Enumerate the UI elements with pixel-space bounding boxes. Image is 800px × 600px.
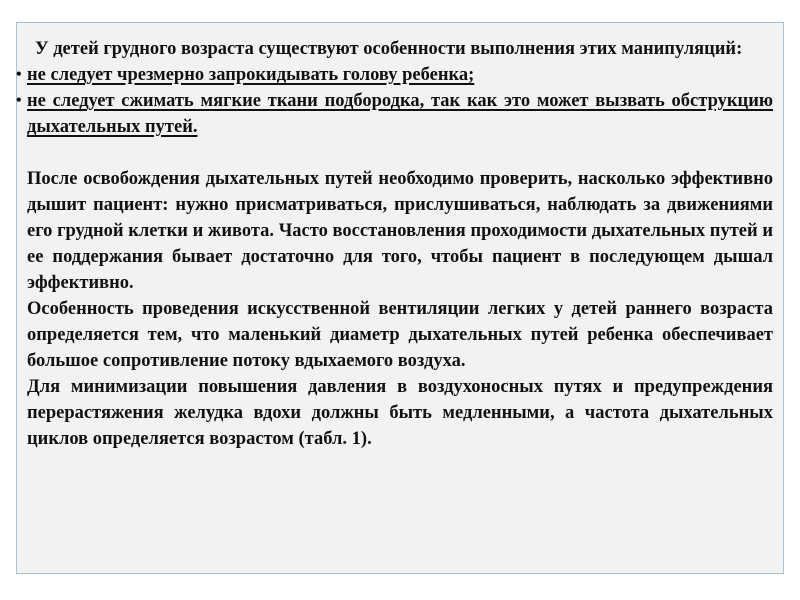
paragraph-gap bbox=[27, 140, 773, 166]
paragraph-pressure: Для минимизации повышения давления в воздухоносных путях и предупреждения перерастяжения желудка вдохи должны быть медленными, а частота дыхательных циклов определяется возрастом (табл. 1). bbox=[27, 377, 773, 449]
text-block bbox=[27, 36, 773, 452]
bullet-item-chin: • не следует сжимать мягкие ткани подбородка, так как это может вызвать обструкцию дыхательных путей. bbox=[27, 88, 773, 140]
bullet-item-head: • не следует чрезмерно запрокидывать голову ребенка; bbox=[27, 62, 773, 88]
paragraph-ventilation: Особенность проведения искусственной вентиляции легких у детей раннего возраста определяется тем, что маленький диаметр дыхательных путей ребенка обеспечивает большое сопротивление потоку вдыхаемого воздуха. bbox=[27, 299, 773, 371]
intro-paragraph: У детей грудного возраста существуют особенности выполнения этих манипуляций: bbox=[35, 39, 743, 59]
paragraph-breathing-check: После освобождения дыхательных путей необходимо проверить, насколько эффективно дышит пациент: нужно присматриваться, прислушиваться, наблюдать за движениями его грудной клетки и живота. Часто восстановления проходимости дыхательных путей и ее поддержания бывает достаточно для того, чтобы пациент в последующем дышал эффективно. bbox=[27, 169, 773, 293]
